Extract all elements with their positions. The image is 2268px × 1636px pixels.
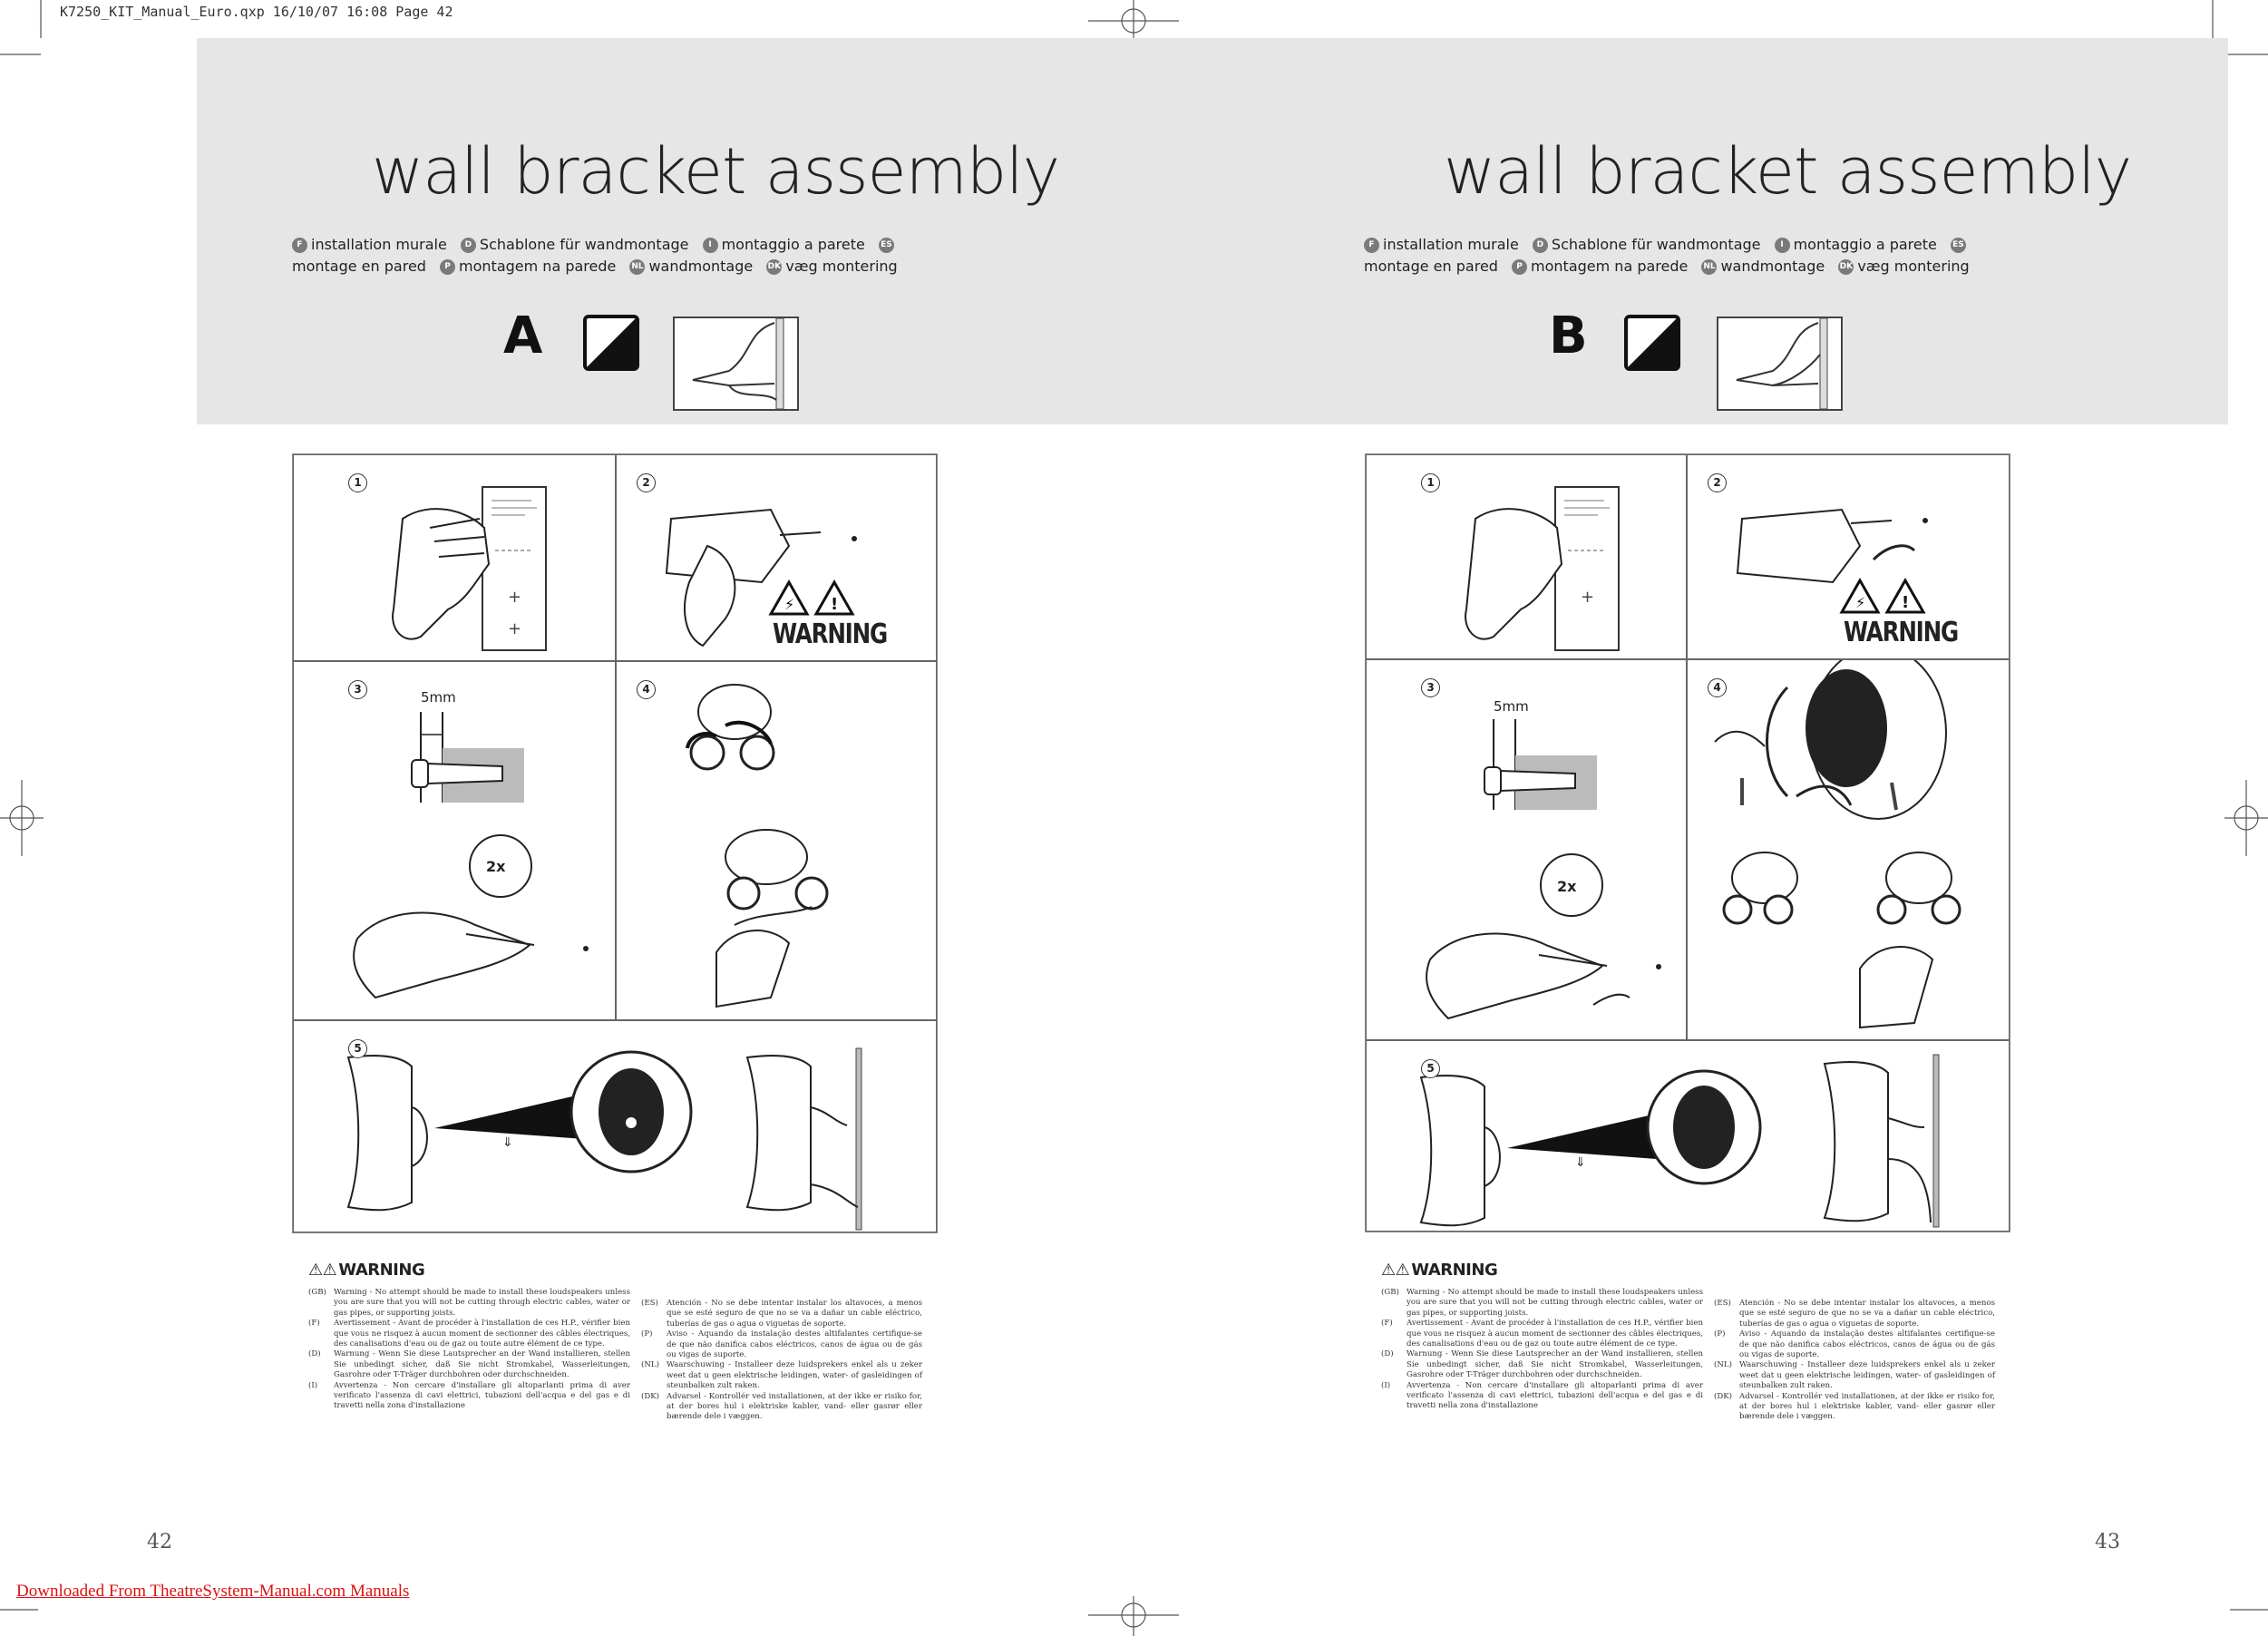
warning-text: Advarsel - Kontrollér ved installationen, at der ikke er risiko for, at der bores hul i elektriske kabler, vand- eller gasrør eller bærende dele i væggen.	[667, 1391, 922, 1422]
warning-heading	[1381, 1261, 1497, 1280]
language-code-badge: ES	[879, 238, 894, 253]
language-code: (P)	[1714, 1329, 1726, 1339]
language-code-badge: D	[461, 238, 476, 253]
steps-grid	[292, 453, 938, 1233]
language-code: (GB)	[1381, 1288, 1399, 1297]
warning-sign-label: WARNING	[1844, 617, 1958, 648]
language-code: (I)	[1381, 1380, 1391, 1390]
warning-text: Warnung - Wenn Sie diese Lautsprecher an der Wand installieren, stellen Sie unbedingt sicher, daß Sie nicht Stromkabel, Wasserleitungen, Gasrohre oder T-Träger durchbohren oder durchschneiden.	[1407, 1349, 1703, 1380]
warning-text: Atención - No se debe intentar instalar los altavoces, a menos que se esté seguro de que no se va a dañar un cable eléctrico, tuberías de gas o agua o viguetas de soporte.	[1739, 1299, 1995, 1329]
warning-heading-text: WARNING	[1411, 1261, 1498, 1280]
page-number: 42	[147, 1531, 172, 1553]
language-code: (DK)	[1714, 1391, 1733, 1401]
language-code-badge: NL	[1701, 259, 1717, 275]
language-label: væg montering	[1857, 258, 1970, 275]
variant-letter: B	[1549, 307, 1588, 365]
step-panel	[616, 454, 937, 661]
speaker-hanging-illustration	[294, 1021, 937, 1232]
step-number: 5	[1421, 1059, 1440, 1078]
warning-text: Atención - No se debe intentar instalar los altavoces, a menos que se esté seguro de que no se va a dañar un cable eléctrico, tuberías de gas o agua o viguetas de soporte.	[667, 1299, 922, 1329]
wall-mount-illustration-icon	[1717, 316, 1843, 411]
step-number: 3	[1421, 678, 1440, 697]
warning-text: Avertissement - Avant de procéder à l'installation de ces H.P., vérifier bien que vous ne risquez à aucun moment de sectionner des câbles électriques, des canalisations d'eau ou de gaz ou toute autre élément de ce type.	[334, 1319, 630, 1349]
language-list	[1364, 234, 2017, 278]
language-label: installation murale	[311, 236, 447, 253]
language-label: montagem na parede	[459, 258, 617, 275]
language-code-badge: ES	[1951, 238, 1966, 253]
header-band	[197, 38, 2228, 424]
language-code: (F)	[308, 1319, 320, 1329]
warning-text: Warning - No attempt should be made to install these loudspeakers unless you are sure that you will not be cutting through electric cables, water or gas pipes, or supporting joists.	[334, 1288, 630, 1318]
language-code-badge: P	[1512, 259, 1527, 275]
language-code-badge: F	[1364, 238, 1379, 253]
step-panel	[293, 454, 616, 661]
language-code-badge: NL	[629, 259, 645, 275]
steps-grid	[1365, 453, 2010, 1232]
language-label: væg montering	[785, 258, 898, 275]
language-label: montagem na parede	[1531, 258, 1689, 275]
svg-text:⚡: ⚡	[1855, 594, 1866, 611]
language-label: Schablone für wandmontage	[1551, 236, 1761, 253]
warning-text: Aviso - Aquando da instalação destes altifalantes certifique-se de que não danifica cabos eléctricos, canos de água ou de gás ou vigas de suporte.	[667, 1329, 922, 1360]
step-panel	[616, 661, 937, 1020]
step-panel	[1687, 454, 2010, 659]
variant-letter: A	[503, 307, 543, 365]
warning-text: Advarsel - Kontrollér ved installationen, at der ikke er risiko for, at der bores hul i elektriske kabler, vand- eller gasrør eller bærende dele i væggen.	[1739, 1391, 1995, 1422]
wall-mount-illustration-icon	[673, 316, 799, 411]
language-code: (I)	[308, 1380, 318, 1390]
warning-sign-label: WARNING	[773, 618, 887, 650]
step-number: 1	[348, 473, 367, 492]
warning-text: Waarschuwing - Installeer deze luidsprekers enkel als u zeker weet dat u geen elektrische leidingen, water- of gasleidingen of steunbalken zult raken.	[1739, 1360, 1995, 1391]
dimension-label: 5mm	[1494, 698, 1529, 715]
warning-text: Warnung - Wenn Sie diese Lautsprecher an der Wand installieren, stellen Sie unbedingt sicher, daß Sie nicht Stromkabel, Wasserleitungen, Gasrohre oder T-Träger durchbohren oder durchschneiden.	[334, 1349, 630, 1380]
language-code: (ES)	[641, 1299, 658, 1308]
language-code: (P)	[641, 1329, 653, 1339]
step-number: 5	[348, 1039, 367, 1058]
step-number: 1	[1421, 473, 1440, 492]
language-code: (F)	[1381, 1319, 1393, 1329]
step-number: 3	[348, 680, 367, 699]
language-code-badge: DK	[766, 259, 782, 275]
warning-text: Waarschuwing - Installeer deze luidsprekers enkel als u zeker weet dat u geen elektrische leidingen, water- of gasleidingen of steunbalken zult raken.	[667, 1360, 922, 1391]
svg-text:⇓: ⇓	[1575, 1155, 1586, 1170]
bracket-assembly-illustration	[1688, 660, 2010, 1040]
warning-triangle-icon: ⚠⚠	[308, 1261, 337, 1280]
language-list	[292, 234, 945, 278]
warning-column	[308, 1288, 630, 1412]
step-panel	[1366, 659, 1687, 1040]
warning-triangle-icon: ⚠⚠	[1381, 1261, 1410, 1280]
language-label: wandmontage	[648, 258, 754, 275]
screw-count-label: 2x	[486, 858, 506, 875]
language-label: installation murale	[1383, 236, 1519, 253]
download-source-link[interactable]: Downloaded From TheatreSystem-Manual.com Manuals	[16, 1582, 410, 1601]
svg-text:+: +	[508, 619, 522, 638]
svg-text:+: +	[1581, 588, 1595, 607]
page-number: 43	[2095, 1531, 2120, 1553]
language-label: montage en pared	[1364, 258, 1498, 275]
warning-text: Avvertenza - Non cercare d'installare gli altoparlanti prima di aver verificato l'assenza di cavi elettrici, tubazioni dell'acqua e del gas e di travetti nella zona d'installazione	[1407, 1380, 1703, 1411]
page-title: wall bracket assembly	[1444, 134, 2132, 209]
language-code: (GB)	[308, 1288, 326, 1297]
warning-text: Warning - No attempt should be made to install these loudspeakers unless you are sure that you will not be cutting through electric cables, water or gas pipes, or supporting joists.	[1407, 1288, 1703, 1318]
step-panel	[1687, 659, 2010, 1040]
svg-text:⇓: ⇓	[502, 1135, 513, 1150]
step-panel	[293, 661, 616, 1020]
svg-text:!: !	[1902, 593, 1910, 612]
svg-text:⚡: ⚡	[784, 596, 795, 613]
dimension-label: 5mm	[421, 689, 456, 706]
warning-column	[1714, 1299, 1995, 1423]
wall-plug-and-screw-illustration	[1367, 660, 1687, 1040]
language-code-badge: F	[292, 238, 307, 253]
language-label: Schablone für wandmontage	[479, 236, 689, 253]
language-label: montaggio a parete	[721, 236, 865, 253]
language-code: (ES)	[1714, 1299, 1731, 1308]
language-code: (D)	[308, 1349, 321, 1359]
svg-text:+: +	[508, 588, 522, 607]
screw-count-label: 2x	[1557, 878, 1577, 895]
step-panel	[1366, 1040, 2010, 1232]
template-on-wall-illustration	[294, 455, 616, 661]
step-number: 2	[1708, 473, 1727, 492]
step-panel	[1366, 454, 1687, 659]
language-label: montaggio a parete	[1793, 236, 1937, 253]
language-code: (NL)	[1714, 1360, 1732, 1370]
step-number: 2	[637, 473, 656, 492]
svg-text:!: !	[831, 595, 839, 614]
warning-heading	[308, 1261, 424, 1280]
wall-plug-and-screw-illustration	[294, 662, 616, 1020]
warning-text: Avertissement - Avant de procéder à l'installation de ces H.P., vérifier bien que vous ne risquez à aucun moment de sectionner des câbles électriques, des canalisations d'eau ou de gaz ou toute autre élément de ce type.	[1407, 1319, 1703, 1349]
bracket-assembly-illustration	[617, 662, 937, 1020]
warning-heading-text: WARNING	[338, 1261, 425, 1280]
language-label: wandmontage	[1720, 258, 1825, 275]
warning-column	[641, 1299, 922, 1423]
language-code-badge: I	[1775, 238, 1790, 253]
language-code: (DK)	[641, 1391, 660, 1401]
language-label: montage en pared	[292, 258, 426, 275]
warning-column	[1381, 1288, 1703, 1412]
print-slug: K7250_KIT_Manual_Euro.qxp 16/10/07 16:08 Page 42	[60, 4, 453, 20]
language-code-badge: I	[703, 238, 718, 253]
template-on-wall-illustration	[1367, 455, 1687, 659]
warning-text: Avvertenza - Non cercare d'installare gli altoparlanti prima di aver verificato l'assenza di cavi elettrici, tubazioni dell'acqua e del gas e di travetti nella zona d'installazione	[334, 1380, 630, 1411]
language-code-badge: P	[440, 259, 455, 275]
step-number: 4	[637, 680, 656, 699]
language-code: (NL)	[641, 1360, 659, 1370]
step-panel	[293, 1020, 937, 1232]
step-number: 4	[1708, 678, 1727, 697]
speaker-hanging-illustration	[1367, 1041, 2010, 1232]
language-code: (D)	[1381, 1349, 1394, 1359]
half-fill-icon	[1624, 315, 1680, 371]
half-fill-icon	[583, 315, 639, 371]
language-code-badge: DK	[1838, 259, 1854, 275]
page-title: wall bracket assembly	[372, 134, 1060, 209]
language-code-badge: D	[1533, 238, 1548, 253]
warning-text: Aviso - Aquando da instalação destes altifalantes certifique-se de que não danifica cabos eléctricos, canos de água ou de gás ou vigas de suporte.	[1739, 1329, 1995, 1360]
